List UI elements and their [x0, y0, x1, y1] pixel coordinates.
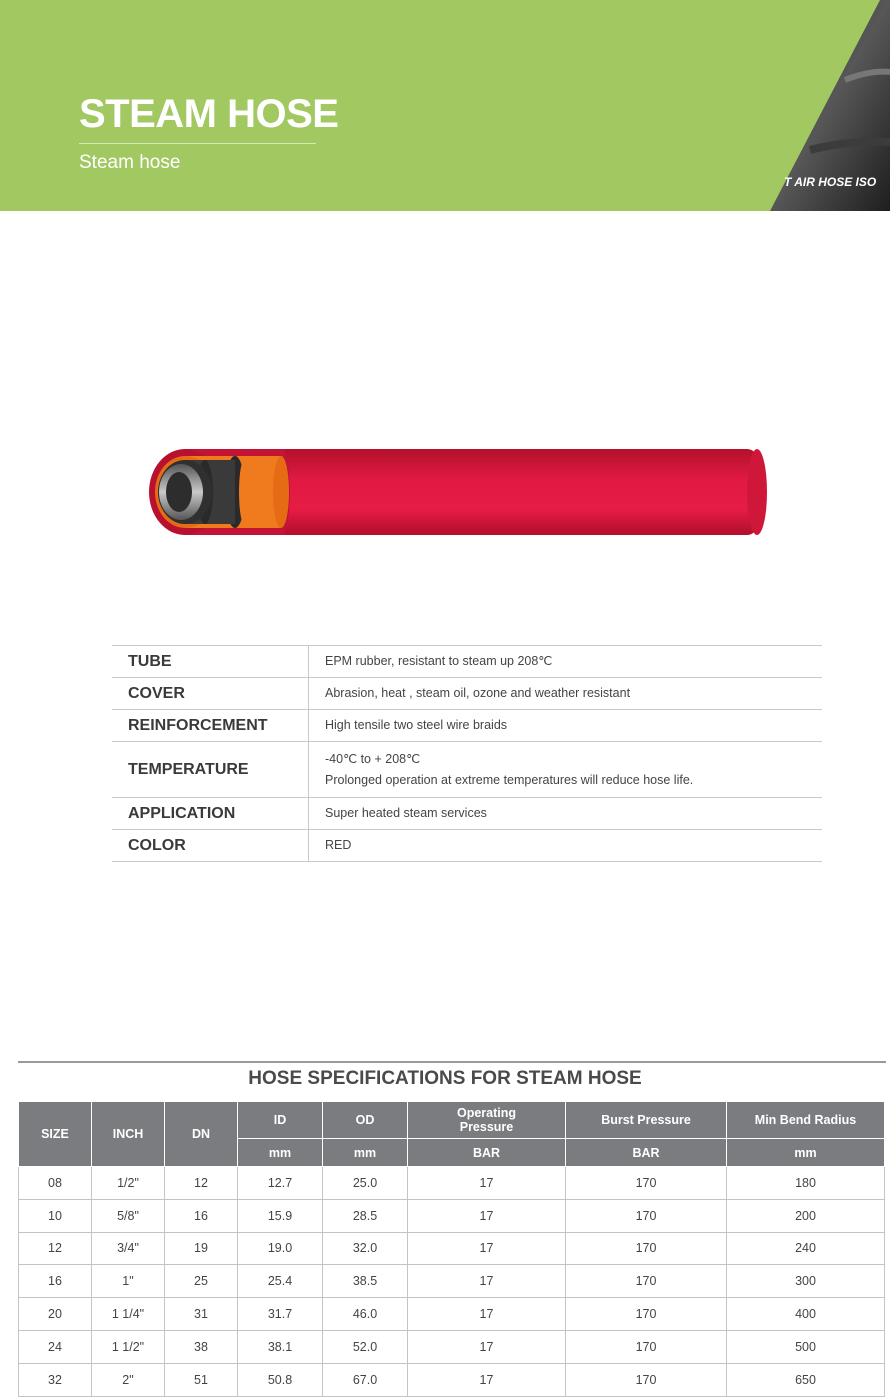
unit-od: mm: [323, 1139, 408, 1167]
table-cell: 5/8": [92, 1199, 165, 1232]
property-value: RED: [309, 830, 823, 862]
table-cell: 1/2": [92, 1167, 165, 1200]
table-cell: 170: [566, 1298, 727, 1331]
page-title: STEAM HOSE: [79, 92, 339, 136]
table-cell: 3/4": [92, 1232, 165, 1265]
unit-id: mm: [238, 1139, 323, 1167]
table-cell: 170: [566, 1199, 727, 1232]
table-row: [19, 1232, 885, 1265]
property-row-temperature: [112, 742, 822, 798]
table-cell: 1 1/4": [92, 1298, 165, 1331]
table-cell: 38: [165, 1330, 238, 1363]
hose-photo-strip: [770, 0, 890, 211]
title-underline: [79, 143, 316, 144]
property-row-color: [112, 830, 822, 862]
spec-title: HOSE SPECIFICATIONS FOR STEAM HOSE: [248, 1068, 642, 1089]
table-cell: 650: [727, 1363, 885, 1396]
table-cell: 180: [727, 1167, 885, 1200]
table-cell: 32: [19, 1363, 92, 1396]
hose-specifications-table: [18, 1101, 885, 1397]
table-cell: 200: [727, 1199, 885, 1232]
property-value: -40℃ to + 208℃ Prolonged operation at extreme temperatures will reduce hose life.: [309, 742, 823, 798]
header-id: ID: [238, 1102, 323, 1139]
unit-operating: BAR: [408, 1139, 566, 1167]
unit-burst: BAR: [566, 1139, 727, 1167]
table-cell: 31.7: [238, 1298, 323, 1331]
property-row-application: [112, 798, 822, 830]
table-cell: 46.0: [323, 1298, 408, 1331]
table-cell: 17: [408, 1167, 566, 1200]
table-cell: 400: [727, 1298, 885, 1331]
table-cell: 08: [19, 1167, 92, 1200]
table-cell: 10: [19, 1199, 92, 1232]
table-cell: 170: [566, 1363, 727, 1396]
property-label: COLOR: [112, 830, 309, 862]
table-cell: 28.5: [323, 1199, 408, 1232]
table-cell: 17: [408, 1199, 566, 1232]
table-cell: 24: [19, 1330, 92, 1363]
header-od: OD: [323, 1102, 408, 1139]
table-cell: 12: [165, 1167, 238, 1200]
table-cell: 17: [408, 1232, 566, 1265]
table-cell: 17: [408, 1363, 566, 1396]
table-cell: 52.0: [323, 1330, 408, 1363]
property-label: TUBE: [112, 646, 309, 678]
table-cell: 16: [165, 1199, 238, 1232]
table-cell: 240: [727, 1232, 885, 1265]
property-value: EPM rubber, resistant to steam up 208℃: [309, 646, 823, 678]
table-cell: 17: [408, 1298, 566, 1331]
property-value: Abrasion, heat , steam oil, ozone and weather resistant: [309, 678, 823, 710]
table-cell: 67.0: [323, 1363, 408, 1396]
header-burst-pressure: Burst Pressure: [566, 1102, 727, 1139]
header-size: SIZE: [19, 1102, 92, 1167]
table-row: [19, 1298, 885, 1331]
table-cell: 170: [566, 1232, 727, 1265]
property-row-tube: [112, 646, 822, 678]
spec-table-body: [19, 1167, 885, 1397]
table-cell: 25: [165, 1265, 238, 1298]
page-subtitle: Steam hose: [79, 152, 181, 173]
table-cell: 170: [566, 1330, 727, 1363]
header-inch: INCH: [92, 1102, 165, 1167]
header-dn: DN: [165, 1102, 238, 1167]
table-cell: 500: [727, 1330, 885, 1363]
table-cell: 12: [19, 1232, 92, 1265]
table-cell: 19.0: [238, 1232, 323, 1265]
table-cell: 2": [92, 1363, 165, 1396]
spec-divider: [18, 1061, 886, 1063]
table-cell: 38.5: [323, 1265, 408, 1298]
table-cell: 12.7: [238, 1167, 323, 1200]
table-cell: 170: [566, 1265, 727, 1298]
property-value: High tensile two steel wire braids: [309, 710, 823, 742]
table-cell: 50.8: [238, 1363, 323, 1396]
property-label: COVER: [112, 678, 309, 710]
property-label: REINFORCEMENT: [112, 710, 309, 742]
table-cell: 32.0: [323, 1232, 408, 1265]
table-row: [19, 1363, 885, 1396]
hose-properties-table: [112, 645, 822, 862]
table-cell: 16: [19, 1265, 92, 1298]
table-cell: 17: [408, 1265, 566, 1298]
table-row: [19, 1167, 885, 1200]
photo-print-text: T AIR HOSE ISO: [784, 175, 877, 189]
table-cell: 300: [727, 1265, 885, 1298]
unit-bend: mm: [727, 1139, 885, 1167]
table-cell: 31: [165, 1298, 238, 1331]
table-row: [19, 1199, 885, 1232]
property-label: TEMPERATURE: [112, 742, 309, 798]
table-cell: 25.4: [238, 1265, 323, 1298]
table-cell: 15.9: [238, 1199, 323, 1232]
table-row: [19, 1330, 885, 1363]
property-row-cover: [112, 678, 822, 710]
table-cell: 51: [165, 1363, 238, 1396]
header-min-bend-radius: Min Bend Radius: [727, 1102, 885, 1139]
property-label: APPLICATION: [112, 798, 309, 830]
table-cell: 25.0: [323, 1167, 408, 1200]
property-value: Super heated steam services: [309, 798, 823, 830]
hose-cutaway-illustration: [145, 440, 770, 540]
table-cell: 17: [408, 1330, 566, 1363]
table-row: [19, 1265, 885, 1298]
property-row-reinforcement: [112, 710, 822, 742]
table-cell: 1": [92, 1265, 165, 1298]
table-cell: 1 1/2": [92, 1330, 165, 1363]
table-cell: 38.1: [238, 1330, 323, 1363]
header-operating-pressure: Operating Pressure: [408, 1102, 566, 1139]
table-cell: 19: [165, 1232, 238, 1265]
table-cell: 170: [566, 1167, 727, 1200]
table-cell: 20: [19, 1298, 92, 1331]
